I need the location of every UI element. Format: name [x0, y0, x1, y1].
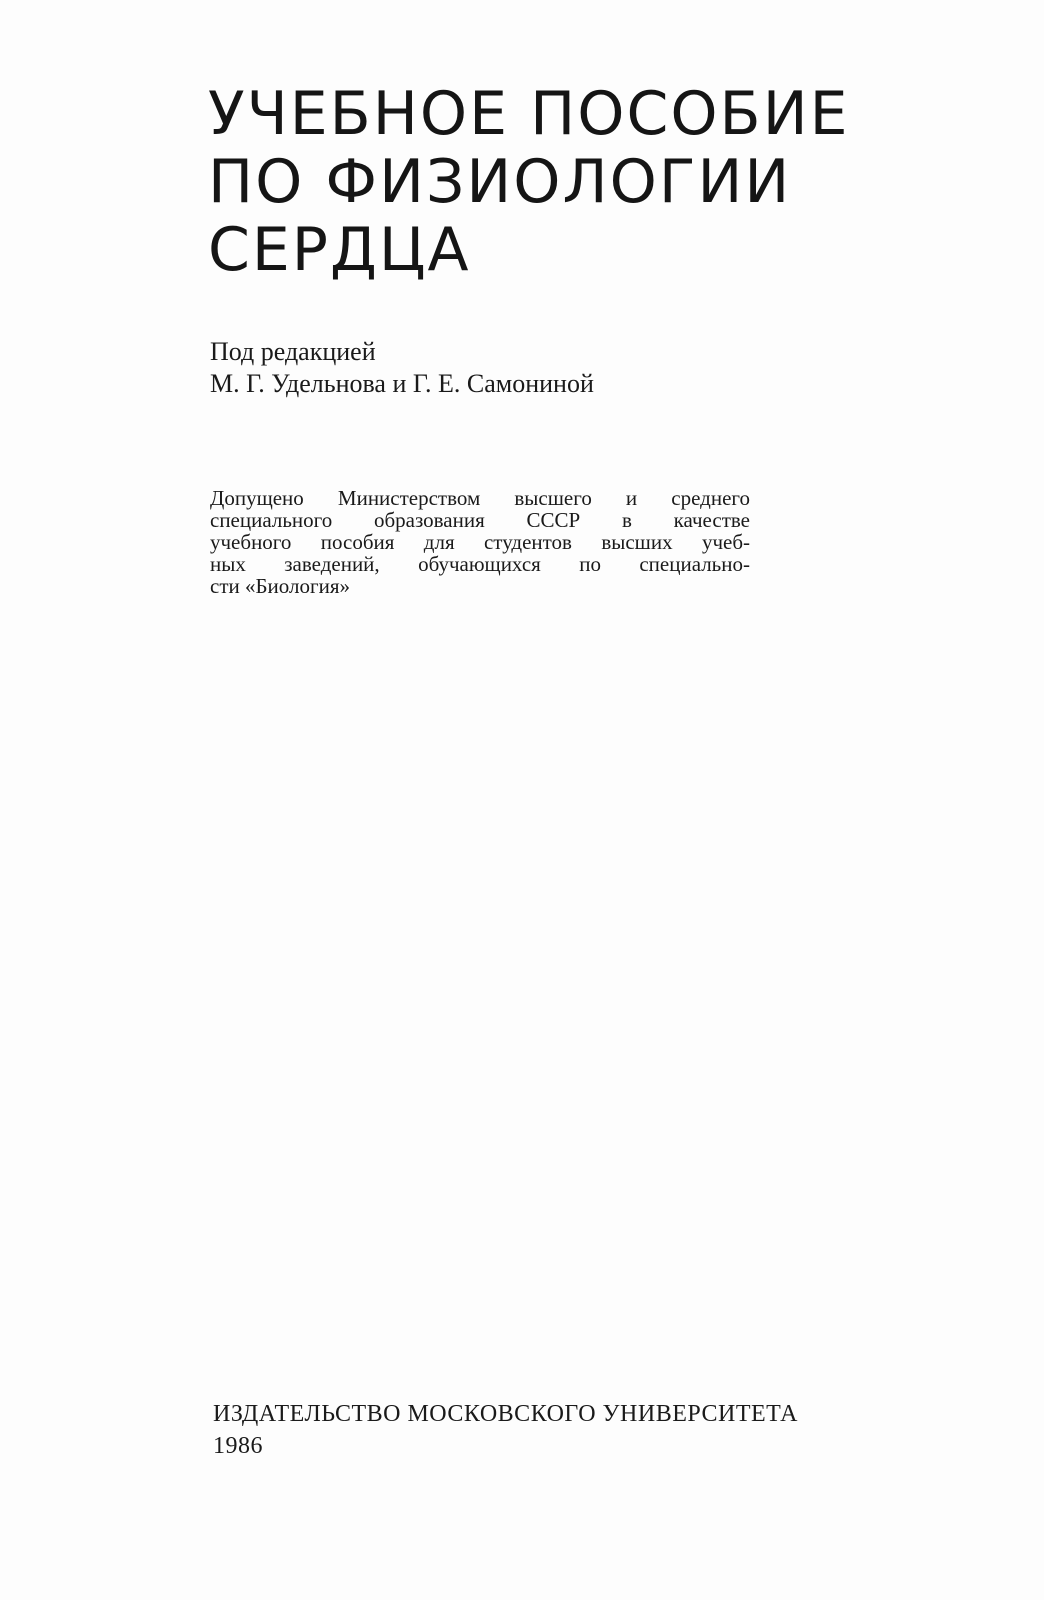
publisher-imprint: [213, 1398, 853, 1462]
editors-names: М. Г. Удельнова и Г. Е. Самониной: [210, 369, 594, 398]
approval-line: ных заведений, обучающихся по специально-: [210, 552, 750, 576]
approval-note: [210, 487, 750, 597]
approval-line: учебного пособия для студентов высших учеб-: [210, 530, 750, 554]
approval-line: Допущено Министерством высшего и среднего: [210, 486, 750, 510]
approval-line: специального образования СССР в качестве: [210, 508, 750, 532]
title-line: ПО ФИЗИОЛОГИИ: [208, 147, 792, 217]
title-line: УЧЕБНОЕ ПОСОБИЕ: [208, 79, 850, 149]
editors-caption: Под редакцией: [210, 337, 376, 366]
publication-year: 1986: [213, 1433, 263, 1459]
title-line: СЕРДЦА: [208, 215, 471, 285]
book-title: [208, 80, 908, 284]
approval-line: сти «Биология»: [210, 574, 350, 598]
publisher-name: ИЗДАТЕЛЬСТВО МОСКОВСКОГО УНИВЕРСИТЕТА: [213, 1401, 798, 1427]
editors: [210, 336, 810, 400]
